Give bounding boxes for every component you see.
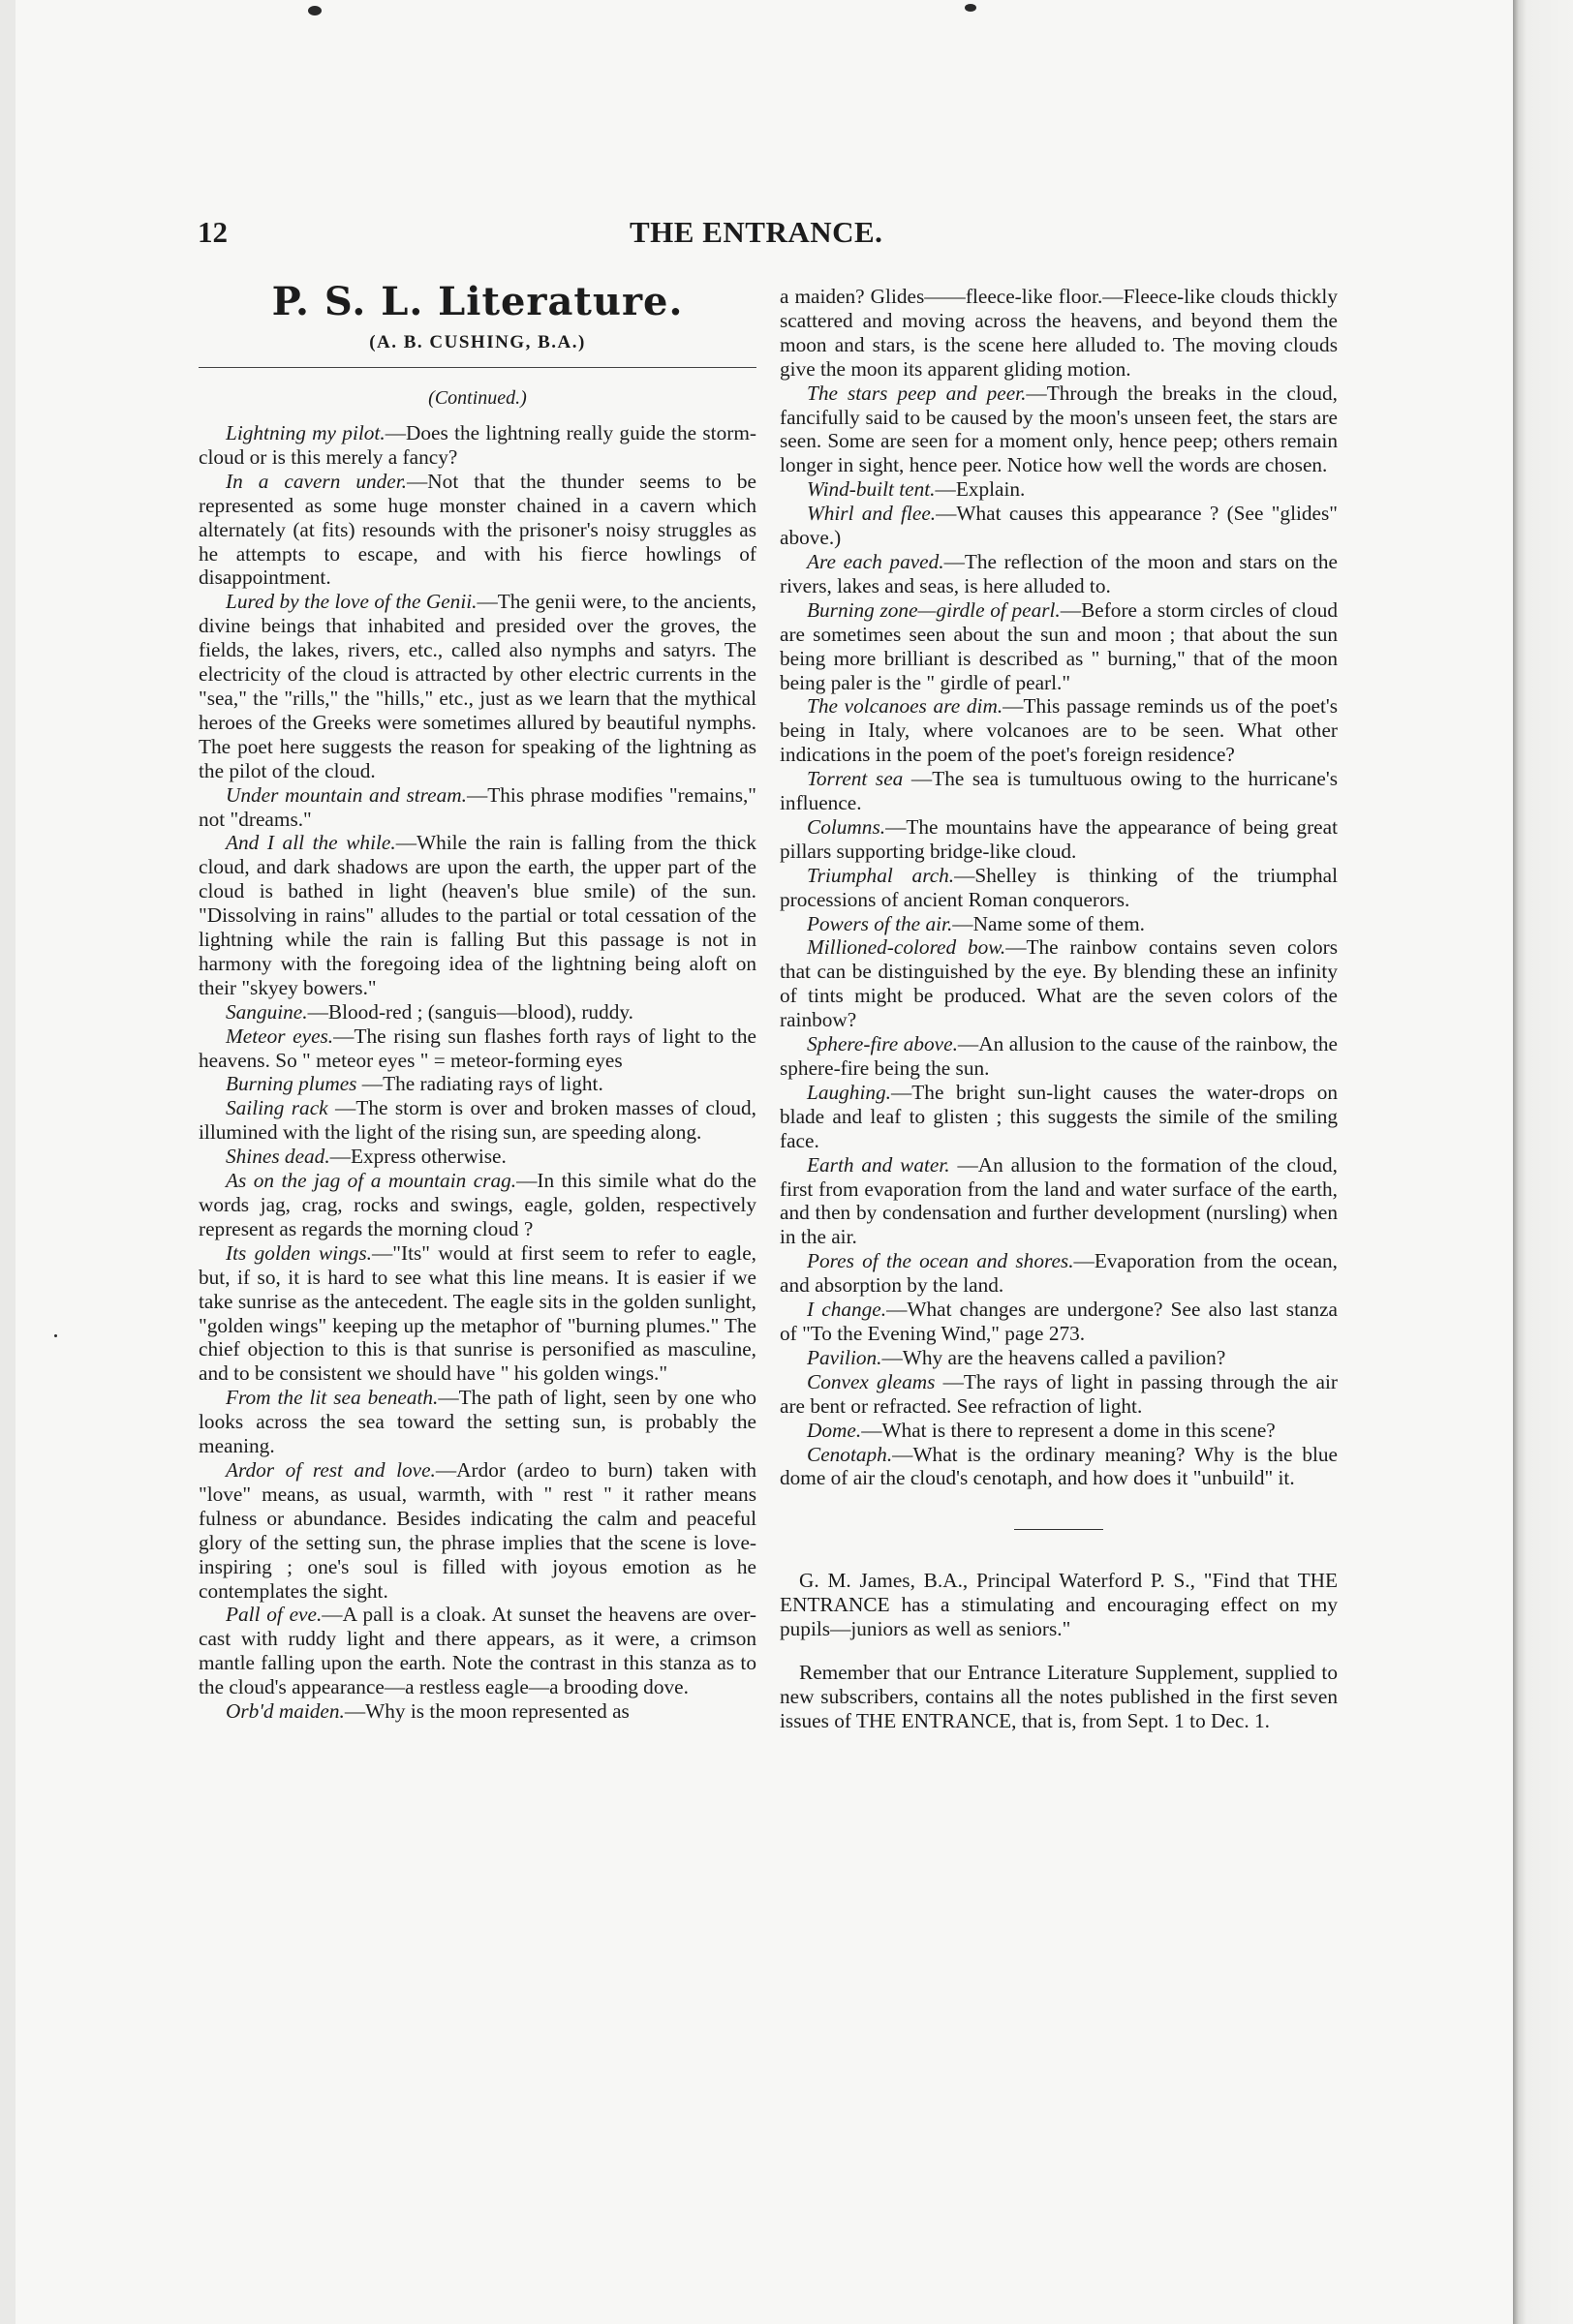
running-header <box>198 215 1337 261</box>
note-paragraph <box>780 1081 1338 1153</box>
note-paragraph <box>199 1145 756 1169</box>
note-term: As on the jag of a mountain crag. <box>226 1169 517 1193</box>
note-paragraph <box>199 421 756 470</box>
note-text: —What causes this appearance ? (See "glides" above.) <box>780 502 1338 550</box>
right-column-body <box>780 285 1338 1490</box>
note-term: Torrent sea <box>807 767 904 791</box>
note-term: Lightning my pilot. <box>226 421 386 444</box>
article-byline: (A. B. CUSHING, B.A.) <box>369 332 586 352</box>
note-text: —Not that the thunder seems to be represented as some huge monster chained in a cavern which alternately (at fits) resounds with the prisoner's noisy struggles as he attempts to escape, and with his fierce howlings of disappointment. <box>199 469 756 590</box>
note-term: The volcanoes are dim. <box>807 694 1003 719</box>
note-term: Laughing. <box>807 1080 891 1104</box>
note-text: —Does the lightning really guide the storm-cloud or is this merely a fancy? <box>199 421 756 469</box>
note-text: —The storm is over and broken masses of cloud, illumined with the light of the rising sun, are speeding along. <box>199 1096 757 1145</box>
title-rule <box>199 367 756 368</box>
note-paragraph <box>780 1419 1338 1443</box>
left-column-body <box>199 421 756 1724</box>
note-paragraph <box>780 912 1338 936</box>
note-text: —The rainbow contains seven colors that can be distinguished by the eye. By blending these an infinity of tints might be produced. What are the seven colors of the rainbow? <box>780 935 1338 1032</box>
note-text: —This passage reminds us of the poet's being in Italy, where volcanoes are to be seen. What other indications in the poem of the poet's foreign residence? <box>780 694 1338 767</box>
note-paragraph <box>199 470 756 591</box>
note-paragraph <box>199 783 756 832</box>
scan-speck <box>965 4 976 12</box>
section-divider <box>1014 1529 1103 1530</box>
note-paragraph <box>199 1386 756 1458</box>
note-text: —The genii were, to the ancients, divine beings that inhabited and presided over the groves, the fields, the lakes, rivers, etc., called also nymphs and satyrs. The electricity of the cloud is attracted by other electric currents in the "sea," the "rills," the "hills," etc., just as we learn that the mythical heroes of the Greeks were sometimes allured by beautiful nymphs. The poet here suggests the reason for speaking of the lightning as the pilot of the cloud. <box>199 590 756 782</box>
note-text: —Before a storm circles of cloud are sometimes seen about the sun and moon ; that about the sun being more brilliant is described as " burning," that of the moon being paler is the " girdle of pearl." <box>780 597 1339 694</box>
note-paragraph <box>780 502 1338 550</box>
note-term: Columns. <box>807 814 886 839</box>
note-term: Sanguine. <box>226 999 308 1024</box>
note-text: —Why are the heavens called a pavilion? <box>881 1345 1226 1369</box>
note-text: —While the rain is falling from the thick cloud, and dark shadows are upon the earth, the upper part of the cloud is bathed in light (heaven's blue smile) of the sun. "Dissolving in rains" alludes to the partial or total cessation of the lightning while the rain is falling But this passage is not in harmony with the foregoing idea of the lightning being aloft on their "skyey bowers." <box>199 831 756 999</box>
note-term: Sphere-fire above. <box>807 1032 958 1056</box>
note-paragraph <box>199 590 756 782</box>
note-paragraph <box>780 864 1338 912</box>
note-term: The stars peep and peer. <box>807 381 1027 405</box>
note-term: Triumphal arch. <box>807 863 955 887</box>
note-text: —The radiating rays of light. <box>356 1072 603 1096</box>
note-paragraph <box>199 1072 756 1096</box>
note-text: —Ardor (ardeo to burn) taken with "love" means, as usual, warmth, with " rest " it rather means fulness or abundance. Besides indicating the calm and peaceful glory of the setting sun, the phrase implies that the scene is love-inspiring ; one's soul is filled with joyous emotion as he contemplates the sight. <box>199 1457 756 1603</box>
note-paragraph <box>780 1346 1338 1370</box>
note-term: Ardor of rest and love. <box>226 1457 436 1482</box>
note-term: In a cavern under. <box>226 469 407 493</box>
note-text: a maiden? Glides——fleece-like floor.—Fleece-like clouds thickly scattered and moving across the heavens, and beyond them the moon and stars, is the scene here alluded to. The moving clouds give the moon its apparent gliding motion. <box>780 285 1338 381</box>
testimonial-notice: G. M. James, B.A., Principal Waterford P. S., "Find that THE ENTRANCE has a stimulating and encouraging effect on my pupils—juniors as well as seniors." <box>780 1569 1338 1641</box>
page-sheet <box>15 0 1515 2324</box>
note-text: —The reflection of the moon and stars on the rivers, lakes and seas, is here alluded to. <box>780 549 1338 597</box>
note-text: —Explain. <box>935 477 1026 502</box>
running-title: THE ENTRANCE. <box>630 215 883 249</box>
note-term: Under mountain and stream. <box>226 782 467 807</box>
note-term: Burning plumes <box>226 1072 357 1096</box>
note-term: Lured by the love of the Genii. <box>226 590 478 614</box>
note-text: —The mountains have the appearance of being great pillars supporting bridge-like cloud. <box>780 814 1338 863</box>
note-paragraph <box>780 935 1338 1032</box>
note-text: —Blood-red ; (sanguis—blood), ruddy. <box>307 999 633 1024</box>
note-text: —An allusion to the cause of the rainbow, the sphere-fire being the sun. <box>780 1032 1338 1080</box>
note-text: —The path of light, seen by one who looks across the sea toward the setting sun, is probably the meaning. <box>199 1386 756 1458</box>
scan-speck <box>308 6 322 15</box>
note-term: Millioned-colored bow. <box>807 935 1006 960</box>
note-text: —This phrase modifies "remains," not "dreams." <box>199 782 756 831</box>
note-paragraph <box>199 1458 756 1603</box>
note-paragraph <box>199 831 756 999</box>
note-term: Earth and water. <box>807 1152 950 1177</box>
note-paragraph <box>780 477 1338 502</box>
note-term: Wind-built tent. <box>807 477 936 502</box>
note-text: —Express otherwise. <box>329 1145 507 1169</box>
note-paragraph <box>780 598 1338 695</box>
note-term: Pavilion. <box>807 1345 882 1369</box>
note-text: —Shelley is thinking of the triumphal processions of ancient Roman conquerors. <box>780 863 1338 911</box>
note-paragraph <box>780 694 1338 767</box>
note-term: Orb'd maiden. <box>226 1699 345 1724</box>
note-text: —Evaporation from the ocean, and absorption by the land. <box>780 1249 1338 1298</box>
note-text: —The rising sun flashes forth rays of light to the heavens. So " meteor eyes " = meteor-forming eyes <box>199 1024 757 1072</box>
note-term: Sailing rack <box>226 1096 328 1120</box>
note-paragraph <box>780 767 1338 815</box>
note-paragraph <box>780 815 1338 864</box>
note-term: Its golden wings. <box>226 1240 372 1265</box>
continued-note: (Continued.) <box>428 387 527 409</box>
note-paragraph <box>199 1000 756 1024</box>
note-term: Pores of the ocean and shores. <box>807 1249 1074 1273</box>
note-term: Powers of the air. <box>807 911 953 935</box>
note-paragraph <box>780 1249 1338 1298</box>
note-paragraph <box>780 285 1338 382</box>
note-text: —Why is the moon represented as <box>344 1699 630 1724</box>
note-text: —What changes are undergone? See also last stanza of "To the Evening Wind," page 273. <box>780 1298 1338 1345</box>
note-paragraph <box>780 1443 1338 1491</box>
note-text: —A pall is a cloak. At sunset the heavens are over-cast with ruddy light and there appears, as it were, a crimson mantle falling upon the earth. Note the contrast in this stanza as to the cloud's appearance—a restless eagle—a brooding dove. <box>199 1603 756 1699</box>
note-paragraph <box>199 1603 756 1699</box>
note-text: —What is there to represent a dome in this scene? <box>861 1418 1276 1442</box>
note-text: —In this simile what do the words jag, crag, rocks and swings, eagle, golden, respectively represent as regards the morning cloud ? <box>199 1169 756 1240</box>
note-paragraph <box>199 1241 756 1386</box>
note-text: —An allusion to the formation of the cloud, first from evaporation from the land and water surface of the earth, and then by condensation and further development (nursling) when in the air. <box>780 1152 1338 1249</box>
note-text: —The sea is tumultuous owing to the hurricane's influence. <box>780 767 1338 815</box>
note-term: And I all the while. <box>226 831 396 855</box>
note-text: —The bright sun-light causes the water-drops on blade and leaf to glisten ; this suggests the simile of the smiling face. <box>780 1080 1338 1152</box>
note-paragraph <box>199 1699 756 1724</box>
note-text: —Name some of them. <box>952 911 1145 935</box>
binding-edge <box>1513 0 1573 2324</box>
scan-speck <box>54 1334 57 1337</box>
note-term: Pall of eve. <box>226 1603 323 1627</box>
note-term: Shines dead. <box>226 1145 330 1169</box>
note-paragraph <box>780 1298 1338 1346</box>
note-term: Burning zone—girdle of pearl. <box>807 597 1061 622</box>
note-term: I change. <box>807 1298 887 1322</box>
note-paragraph <box>199 1169 756 1241</box>
note-paragraph <box>780 550 1338 598</box>
note-term: Convex gleams <box>807 1369 936 1393</box>
note-term: From the lit sea beneath. <box>226 1386 439 1410</box>
note-paragraph <box>199 1096 756 1145</box>
note-term: Dome. <box>807 1418 862 1442</box>
article-title: P. S. L. Literature. <box>271 279 684 324</box>
note-text: —What is the ordinary meaning? Why is the blue dome of air the cloud's cenotaph, and how does it "unbuild" it. <box>780 1442 1338 1490</box>
right-column <box>780 285 1338 1753</box>
note-term: Meteor eyes. <box>226 1024 334 1048</box>
note-paragraph <box>780 1370 1338 1419</box>
note-paragraph <box>199 1024 756 1073</box>
note-text: —"Its" would at first seem to refer to eagle, but, if so, it is hard to see what this line means. It is easier if we take sunrise as the antecedent. The eagle sits in the golden sunlight, "golden wings" keeping up the metaphor of "burning plumes." The chief objection to this is that sunrise is personified as masculine, and to be consistent we should have " his golden wings." <box>199 1240 756 1386</box>
note-text: —The rays of light in passing through the air are bent or refracted. See refraction of light. <box>780 1369 1338 1418</box>
note-term: Whirl and flee. <box>807 502 937 526</box>
note-paragraph <box>780 1032 1338 1081</box>
note-text: —Through the breaks in the cloud, fancifully said to be caused by the moon's unseen feet, the stars are seen. Some are seen for a moment only, hence peep; others remain longer in sight, hence peer. Notice how well the words are chosen. <box>780 381 1338 477</box>
note-term: Are each paved. <box>807 549 944 573</box>
note-paragraph <box>780 382 1338 478</box>
supplement-notice: Remember that our Entrance Literature Supplement, supplied to new subscribers, contains all the notes published in the first seven issues of THE ENTRANCE, that is, from Sept. 1 to Dec. 1. <box>780 1661 1338 1732</box>
note-paragraph <box>780 1153 1338 1250</box>
left-column <box>199 279 756 1724</box>
note-term: Cenotaph. <box>807 1442 893 1466</box>
page-number: 12 <box>198 215 228 249</box>
